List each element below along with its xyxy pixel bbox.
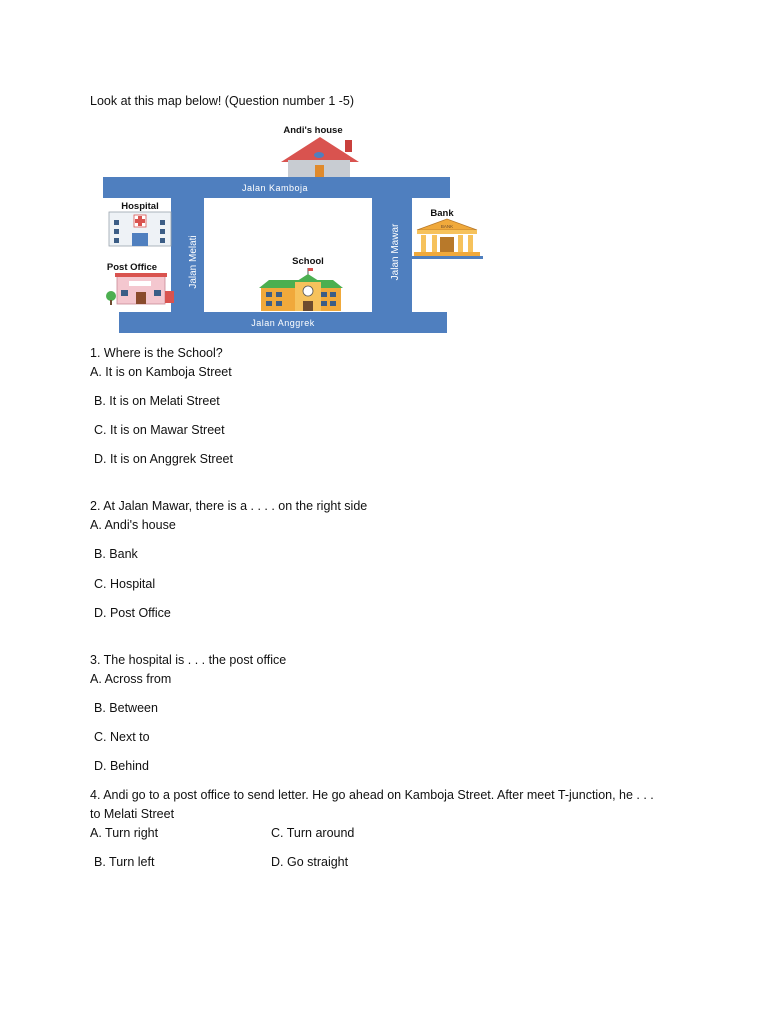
street-map (95, 120, 495, 340)
q2-option-d[interactable]: D. Post Office (94, 606, 171, 620)
question-2: 2. At Jalan Mawar, there is a . . . . on the right side (90, 499, 368, 513)
hospital-icon (109, 212, 171, 246)
q4-option-d[interactable]: D. Go straight (271, 855, 349, 869)
intro-text: Look at this map below! (Question number 1 -5) (90, 94, 355, 108)
q4-option-a[interactable]: A. Turn right (90, 826, 159, 840)
q2-option-a[interactable]: A. Andi's house (90, 518, 176, 532)
road-label-top: Jalan Kamboja (241, 183, 309, 193)
andi-house-icon (281, 137, 359, 177)
q2-option-c[interactable]: C. Hospital (94, 577, 156, 591)
hospital-label: Hospital (121, 201, 159, 212)
question-3: 3. The hospital is . . . the post office (90, 653, 287, 667)
q1-option-b[interactable]: B. It is on Melati Street (94, 394, 220, 408)
question-4-line-1: 4. Andi go to a post office to send letter. He go ahead on Kamboja Street. After meet T-junction, he . . . (90, 788, 654, 802)
question-1: 1. Where is the School? (90, 346, 223, 360)
road-label-bottom: Jalan Anggrek (251, 318, 315, 328)
q3-option-d[interactable]: D. Behind (94, 759, 149, 773)
school-icon (259, 268, 343, 311)
road-label-right: Jalan Mawar (390, 223, 401, 281)
q2-option-b[interactable]: B. Bank (94, 547, 138, 561)
q3-option-a[interactable]: A. Across from (90, 672, 172, 686)
q3-option-b[interactable]: B. Between (94, 701, 158, 715)
post-office-icon (106, 273, 174, 305)
q3-option-c[interactable]: C. Next to (94, 730, 150, 744)
school-label: School (292, 256, 324, 267)
bank-sign: BANK (440, 224, 454, 229)
q1-option-a[interactable]: A. It is on Kamboja Street (90, 365, 232, 379)
post-office-label: Post Office (106, 262, 158, 273)
question-4-line-2: to Melati Street (90, 807, 175, 821)
bank-label: Bank (430, 208, 454, 219)
bank-icon (411, 219, 483, 259)
q1-option-d[interactable]: D. It is on Anggrek Street (94, 452, 233, 466)
q1-option-c[interactable]: C. It is on Mawar Street (94, 423, 225, 437)
map-canvas (95, 120, 495, 340)
andi-house-label: Andi's house (283, 125, 343, 136)
q4-option-b[interactable]: B. Turn left (94, 855, 155, 869)
road-label-left: Jalan Melati (188, 235, 199, 289)
q4-option-c[interactable]: C. Turn around (271, 826, 355, 840)
